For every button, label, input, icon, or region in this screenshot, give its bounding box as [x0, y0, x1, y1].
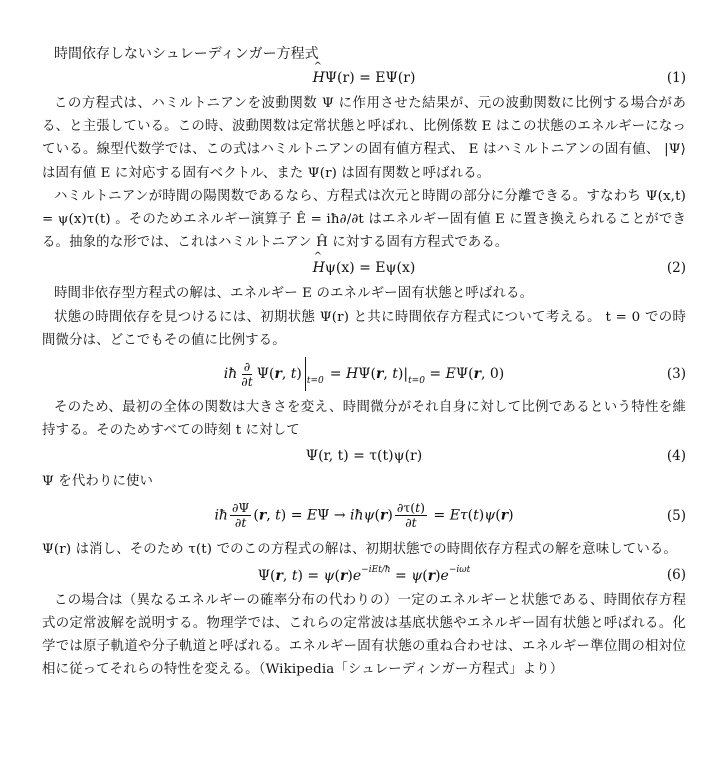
equation-number: (5) [666, 507, 686, 524]
equation-6 [42, 561, 686, 589]
equation-number: (6) [666, 566, 686, 583]
section-heading: 時間依存しないシュレーディンガー方程式 [54, 46, 319, 62]
equation-1-formula: ^ HΨ(r) = EΨ(r) [313, 70, 416, 86]
equation-3-formula: iħ $\frac{\partial}{\partial t}$ Ψ(r, t) $_{t=0}$ = HΨ(r, $t)|_{t=0} = E\Psi(r$, 0) [224, 357, 505, 391]
paragraph-proportional: そのため、最初の全体の関数は大きさを変え、時間微分がそれ自身に対して比例であるという特性を維持する。そのためすべての時刻 t に対して [42, 400, 686, 439]
document-page [42, 44, 686, 682]
paragraph-substitute: Ψ を代わりに使い [42, 474, 154, 490]
equation-number: (3) [666, 366, 686, 383]
equation-number: (4) [666, 448, 686, 465]
paragraph-energy-eigenstate: 時間非依存型方程式の解は、エネルギー E のエネルギー固有状態と呼ばれる。 [54, 286, 534, 302]
equation-number: (2) [666, 260, 686, 277]
paragraph-standing-wave: この場合は（異なるエネルギーの確率分布の代わりの）一定のエネルギーと状態である、時間依存方程式の定常波解を説明する。物理学では、これらの定常波は基底状態やエネルギー固有状態と呼ばれる。化学では原子軌道や分子軌道と呼ばれる。エネルギー固有状態の重ね合わせは、エネルギー準位間の相対位相に従ってそれらの特性を変える。（Wikipedia「シュレーディンガー方程式」より） [42, 592, 686, 678]
equation-4-formula: Ψ(r, t) = τ(t)ψ(r) [305, 448, 423, 465]
equation-3 [42, 352, 686, 396]
equation-2-formula: ^ Hψ(x) = Eψ(x) [313, 260, 416, 276]
equation-number: (1) [666, 70, 686, 86]
equation-1 [42, 64, 686, 92]
equation-2 [42, 254, 686, 282]
paragraph-solution: Ψ(r) は消し、そのため τ(t) でのこの方程式の解は、初期状態での時間依存方程式の解を意味している。 [42, 541, 677, 557]
equation-6-formula: Ψ(r, $t) = \psi(r)e^{-iEt/ħ} = \psi(r)e^{-i\omega t}$ [257, 565, 471, 585]
paragraph-time-dependence: 状態の時間依存を見つけるには、初期状態 Ψ(r) と共に時間依存方程式について考える。 t = 0 での時間微分は、どこでもその値に比例する。 [42, 309, 686, 348]
paragraph-eigenvalue: この方程式は、ハミルトニアンを波動関数 Ψ に作用させた結果が、元の波動関数に比例する場合がある、と主張している。この時、波動関数は定常状態と呼ばれ、比例係数 E はこの状態のエネルギーになっている。線型代数学では、この式はハミルトニアンの固有値方程式、 E はハミルトニアンの固有値、 |Ψ⟩ は固有値 E に対応する固有ベクトル、また Ψ(r) は固有関数と呼ばれる。 [42, 96, 686, 181]
equation-4 [42, 442, 686, 470]
equation-5 [42, 494, 686, 538]
equation-5-formula: iħ $\frac{\partial\Psi}{\partial t}$ (r, t) = EΨ → iħψ(r) $\frac{\partial\tau(t)}{\partial t}$ = Eτ(t)ψ(r) [214, 500, 514, 531]
paragraph-separation: ハミルトニアンが時間の陽関数であるなら、方程式は次元と時間の部分に分離できる。すなわち Ψ(x,t) = ψ(x)τ(t) 。そのためエネルギー演算子 Ê = iħ∂/∂t はエネルギー固有値 E に置き換えられることができる。抽象的な形では、これはハミルトニアン Ĥ に対する固有方程式である。 [42, 188, 686, 251]
